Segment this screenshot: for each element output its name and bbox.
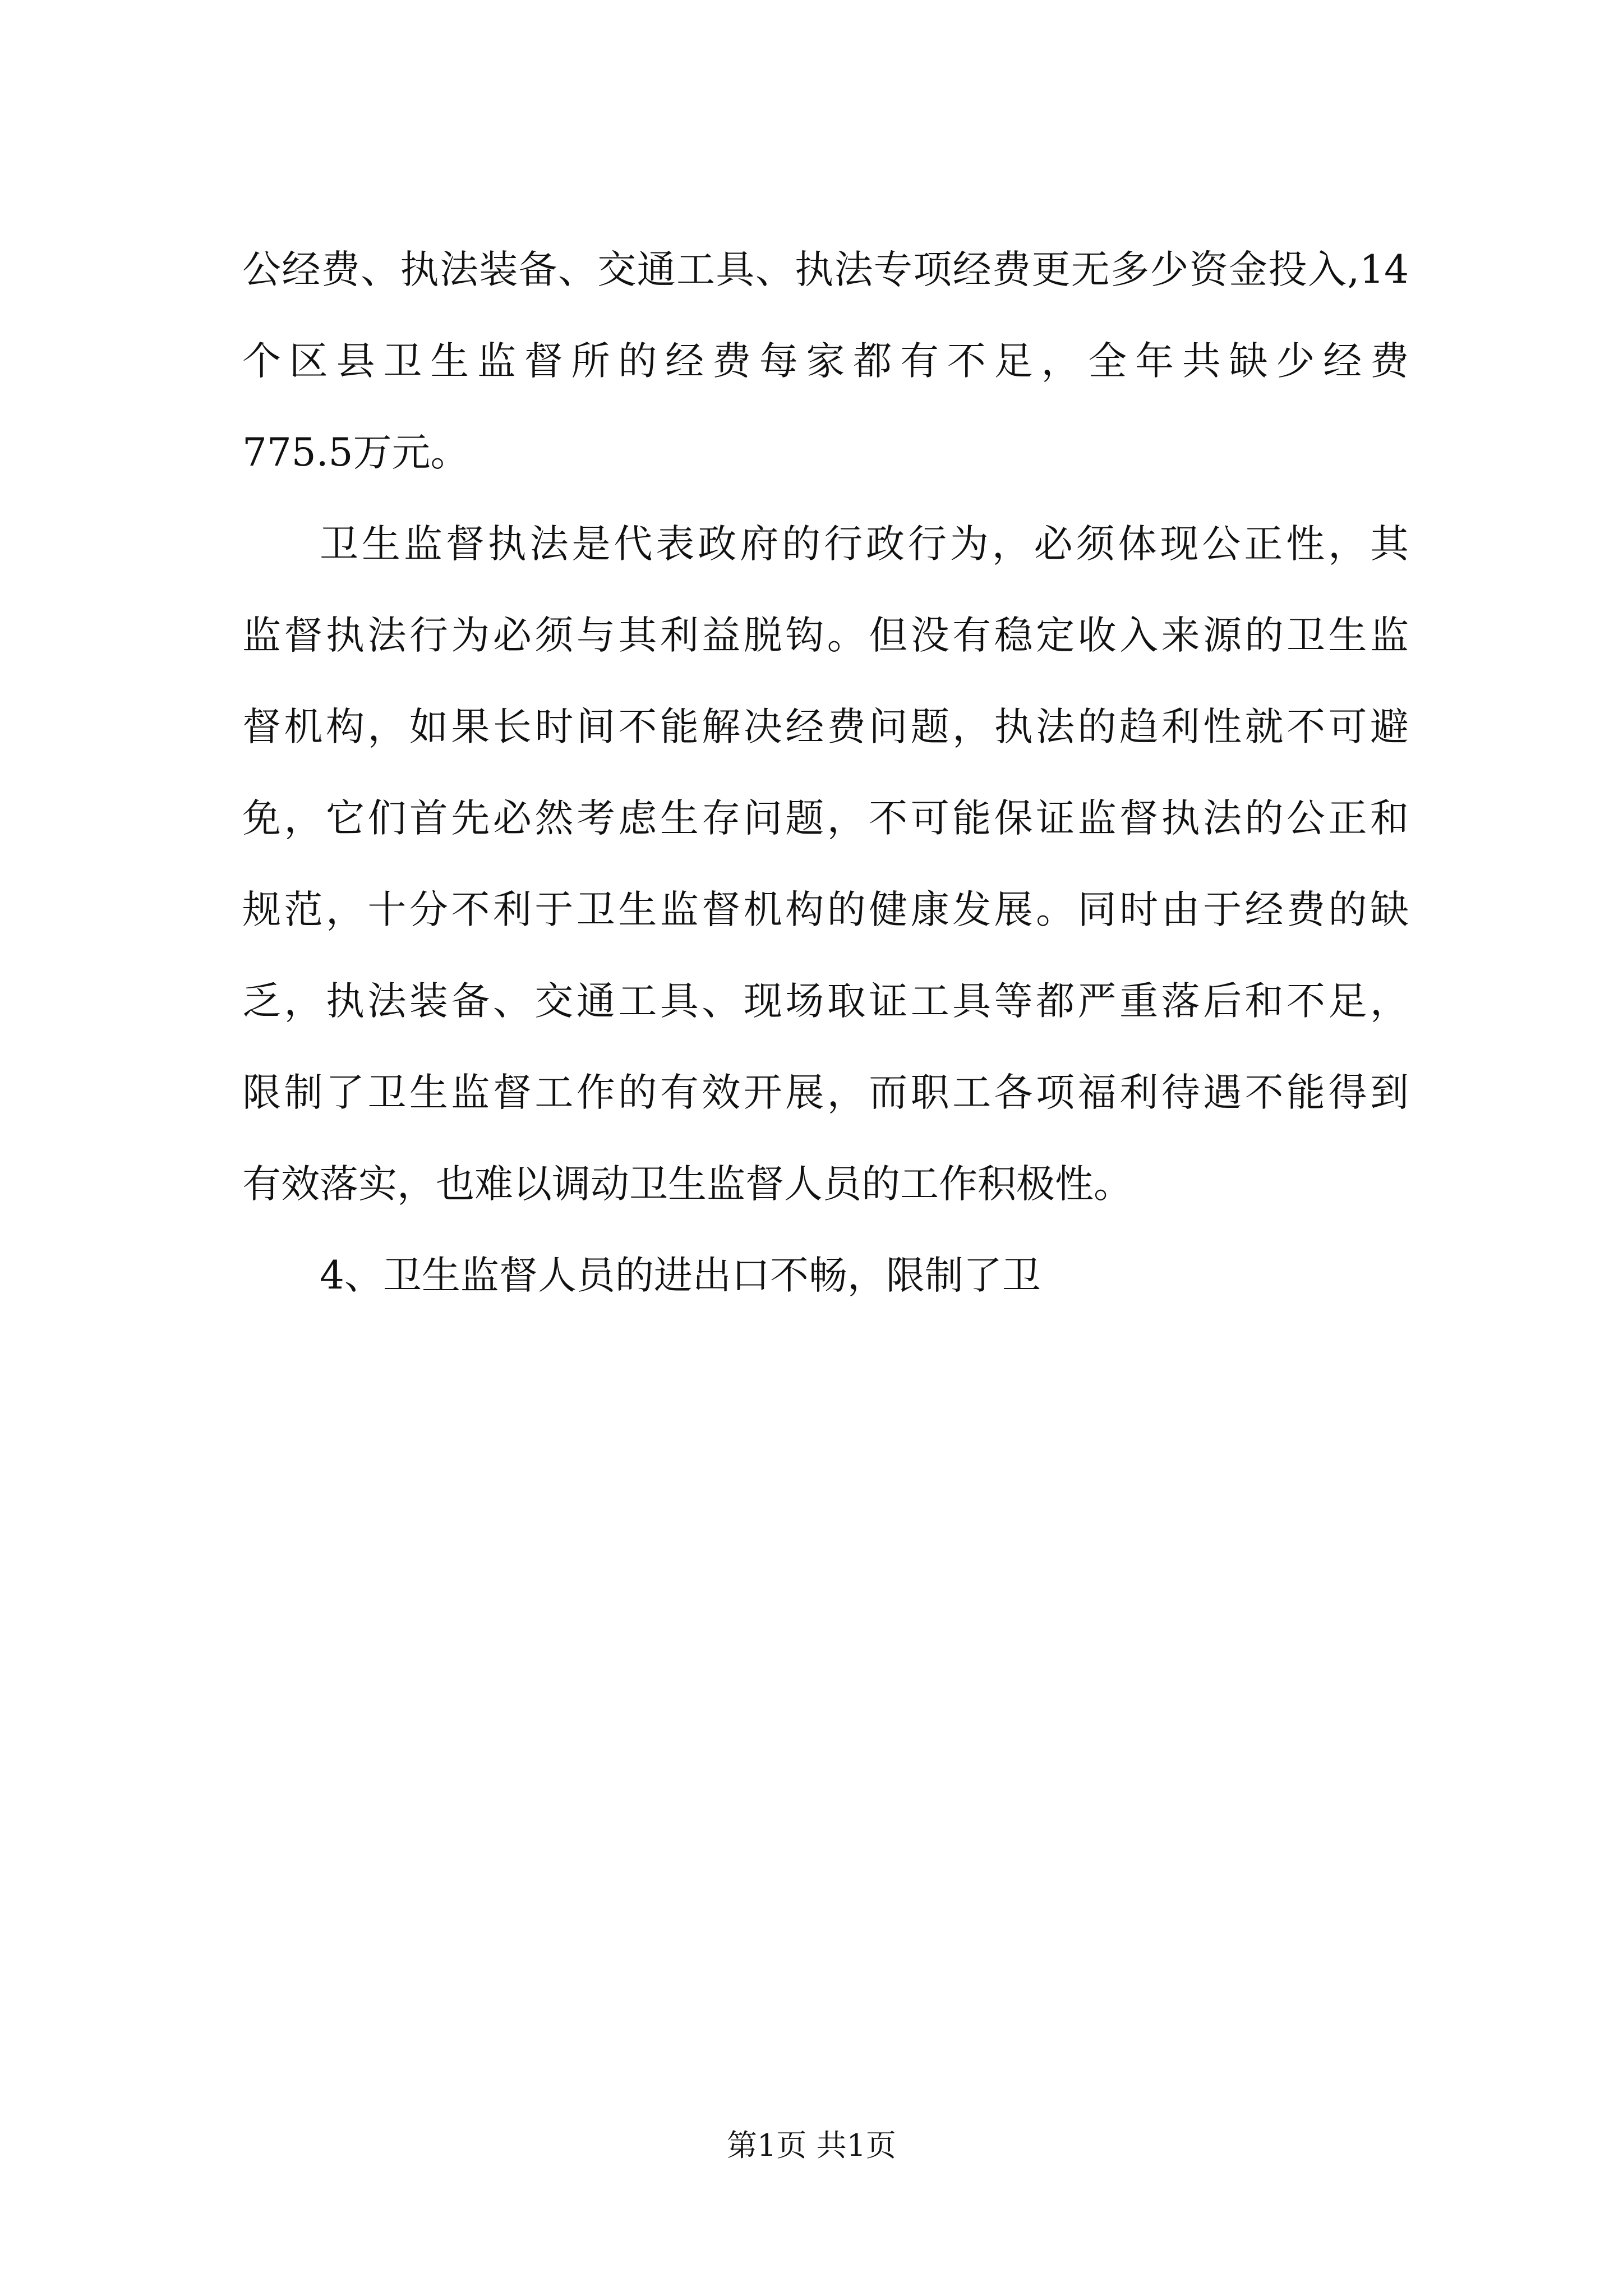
text-line: 775.5万元。 <box>242 430 469 475</box>
text-line: 规范，十分不利于卫生监督机构的健康发展。同时由于经费的缺 <box>242 887 1409 932</box>
document-body <box>242 224 1409 1322</box>
text-line: 公经费、执法装备、交通工具、执法专项经费更无多少资金投入,14 <box>242 247 1409 292</box>
text-line: 4、卫生监督人员的进出口不畅，限制了卫 <box>320 1253 1041 1298</box>
page-footer: 第1页 共1页 <box>727 2128 896 2163</box>
text-line: 免，它们首先必然考虑生存问题，不可能保证监督执法的公正和 <box>242 796 1409 841</box>
text-line: 有效落实，也难以调动卫生监督人员的工作积极性。 <box>242 1162 1132 1207</box>
text-line: 督机构，如果长时间不能解决经费问题，执法的趋利性就不可避 <box>242 705 1409 749</box>
text-line: 监督执法行为必须与其利益脱钩。但没有稳定收入来源的卫生监 <box>242 613 1409 658</box>
text-line: 乏，执法装备、交通工具、现场取证工具等都严重落后和不足， <box>242 979 1409 1024</box>
text-line: 个区县卫生监督所的经费每家都有不足，全年共缺少经费 <box>242 339 1409 384</box>
text-line: 限制了卫生监督工作的有效开展，而职工各项福利待遇不能得到 <box>242 1070 1409 1115</box>
text-line: 卫生监督执法是代表政府的行政行为，必须体现公正性，其 <box>320 522 1409 567</box>
